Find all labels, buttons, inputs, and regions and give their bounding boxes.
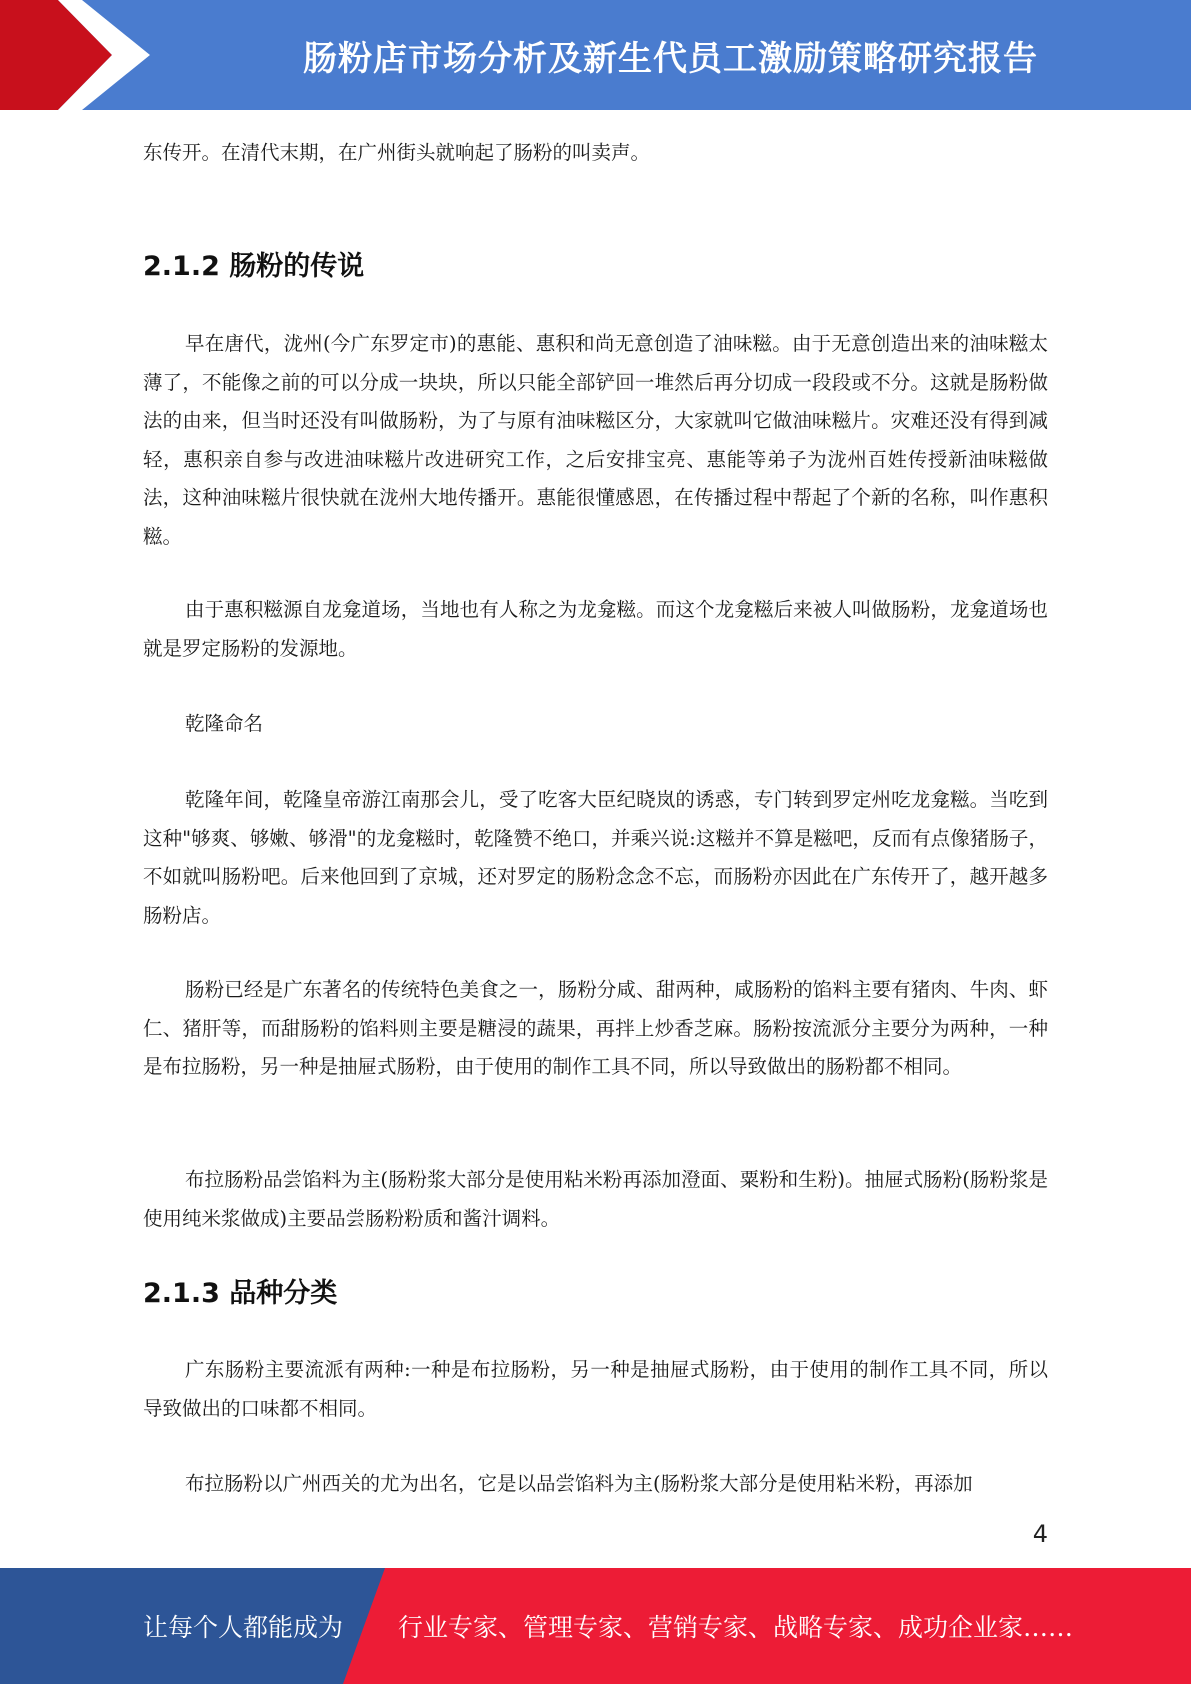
page-header	[0, 0, 1191, 110]
paragraph-continued: 东传开。在清代末期，在广州街头就响起了肠粉的叫卖声。	[143, 141, 651, 164]
footer-slogan-right: 行业专家、管理专家、营销专家、战略专家、成功企业家……	[398, 1613, 1074, 1642]
header-arrow-decoration	[0, 0, 160, 110]
header-title: 肠粉店市场分析及新生代员工激励策略研究报告	[303, 38, 1038, 79]
paragraph-bula-xiguan: 布拉肠粉以广州西关的尤为出名，它是以品尝馅料为主(肠粉浆大部分是使用粘米粉，再添加	[185, 1472, 973, 1495]
paragraph-bula-drawer: 布拉肠粉品尝馅料为主(肠粉浆大部分是使用粘米粉再添加澄面、粟粉和生粉)。抽屉式肠粉(肠粉浆是使用纯米浆做成)主要品尝肠粉粉质和酱汁调料。	[143, 1168, 1048, 1230]
paragraph-types-overview: 肠粉已经是广东著名的传统特色美食之一，肠粉分咸、甜两种，咸肠粉的馅料主要有猪肉、牛肉、虾仁、猪肝等，而甜肠粉的馅料则主要是糖浸的蔬果，再拌上炒香芝麻。肠粉按流派分主要分为两种，一种是布拉肠粉，另一种是抽屉式肠粉，由于使用的制作工具不同，所以导致做出的肠粉都不相同。	[143, 978, 1048, 1078]
section-heading-2-1-2: 2.1.2 肠粉的传说	[143, 251, 365, 282]
paragraph-qianlong-title: 乾隆命名	[185, 712, 264, 735]
paragraph-legend-origin: 早在唐代，泷州(今广东罗定市)的惠能、惠积和尚无意创造了油味糍。由于无意创造出来的油味糍太薄了，不能像之前的可以分成一块块，所以只能全部铲回一堆然后再分切成一段段或不分。这就是肠粉做法的由来，但当时还没有叫做肠粉，为了与原有油味糍区分，大家就叫它做油味糍片。灾难还没有得到减轻，惠积亲自参与改进油味糍片改进研究工作，之后安排宝亮、惠能等弟子为泷州百姓传授新油味糍做法，这种油味糍片很快就在泷州大地传播开。惠能很懂感恩，在传播过程中帮起了个新的名称，叫作惠积糍。	[143, 332, 1048, 548]
page-footer	[0, 1568, 1191, 1684]
paragraph-varieties: 广东肠粉主要流派有两种:一种是布拉肠粉，另一种是抽屉式肠粉，由于使用的制作工具不同，所以导致做出的口味都不相同。	[143, 1358, 1048, 1420]
paragraph-qianlong-story: 乾隆年间，乾隆皇帝游江南那会儿，受了吃客大臣纪晓岚的诱惑，专门转到罗定州吃龙龛糍。当吃到这种"够爽、够嫩、够滑"的龙龛糍时，乾隆赞不绝口，并乘兴说:这糍并不算是糍吧，反而有点像猪肠子，不如就叫肠粉吧。后来他回到了京城，还对罗定的肠粉念念不忘，而肠粉亦因此在广东传开了，越开越多肠粉店。	[143, 788, 1048, 927]
paragraph-longkan: 由于惠积糍源自龙龛道场，当地也有人称之为龙龛糍。而这个龙龛糍后来被人叫做肠粉，龙龛道场也就是罗定肠粉的发源地。	[143, 598, 1048, 660]
page-number: 4	[1032, 1520, 1048, 1548]
footer-slogan-left: 让每个人都能成为	[143, 1613, 344, 1642]
section-heading-2-1-3: 2.1.3 品种分类	[143, 1278, 338, 1309]
